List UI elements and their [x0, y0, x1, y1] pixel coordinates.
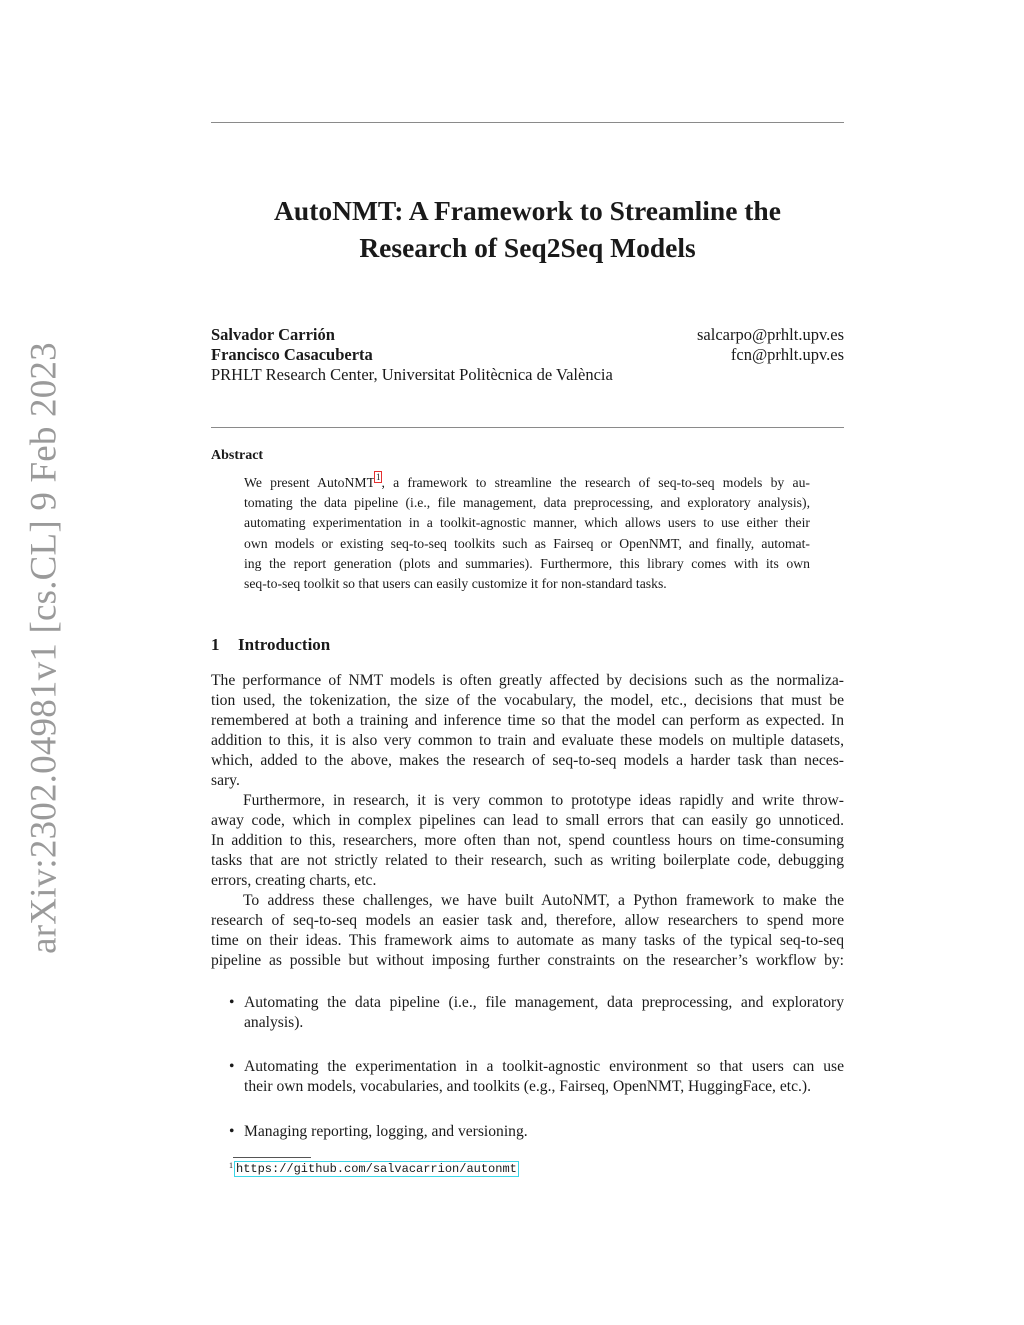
- bullet-icon: •: [229, 1123, 235, 1140]
- abstract-heading: Abstract: [211, 448, 264, 463]
- abstract-line: own models or existing seq-to-seq toolkits such as Fairseq or OpenNMT, and finally, automat-: [244, 535, 810, 551]
- bullet-icon: •: [229, 994, 235, 1011]
- arxiv-identifier: arXiv:2302.04981v1 [cs.CL] 9 Feb 2023: [23, 342, 65, 954]
- abstract-body: [244, 473, 810, 594]
- title-line: Research of Seq2Seq Models: [359, 232, 696, 263]
- abstract-line: ing the report generation (plots and summaries). Furthermore, this library comes with its own: [244, 555, 810, 571]
- author-email[interactable]: salcarpo@prhlt.upv.es: [696, 325, 844, 344]
- bullet-icon: •: [229, 1058, 235, 1075]
- title-line: AutoNMT: A Framework to Streamline the: [274, 195, 781, 226]
- section-title: Introduction: [238, 635, 331, 654]
- paragraph-line: sary.: [211, 772, 240, 789]
- abstract-line: tomating the data pipeline (i.e., file management, data preprocessing, and exploratory analysis),: [244, 495, 810, 511]
- list-item-line: Automating the data pipeline (i.e., file management, data preprocessing, and exploratory: [244, 994, 844, 1011]
- footnote-rule: [233, 1157, 311, 1158]
- section-number: 1: [211, 635, 220, 654]
- affiliation-row: [211, 365, 844, 385]
- paper-title: [211, 192, 844, 266]
- paragraph-line: Furthermore, in research, it is very common to prototype ideas rapidly and write throw-: [243, 792, 844, 809]
- paragraph-line: research of seq-to-seq models an easier task and, therefore, allow researchers to spend more: [211, 912, 844, 929]
- paragraph-line: pipeline as possible but without imposing further constraints on the researcher’s workflow by:: [211, 952, 844, 969]
- top-rule: [211, 122, 844, 123]
- abstract-text: We present AutoNMT: [244, 475, 375, 490]
- abstract-rule: [211, 427, 844, 428]
- paragraph-line: To address these challenges, we have built AutoNMT, a Python framework to make the: [243, 892, 844, 909]
- paragraph-line: time on their ideas. This framework aims to automate as many tasks of the typical seq-to-seq: [211, 932, 844, 949]
- paragraph-line: tion used, the tokenization, the size of the vocabulary, the model, etc., decisions that must be: [211, 692, 844, 709]
- affiliation: PRHLT Research Center, Universitat Politècnica de València: [211, 365, 613, 384]
- paragraph: [211, 891, 844, 971]
- footnote-url-link[interactable]: https://github.com/salvacarrion/autonmt: [236, 1162, 517, 1176]
- footnote-mark: 1: [229, 1161, 233, 1170]
- list-item: [211, 1122, 844, 1142]
- paragraph-line: The performance of NMT models is often greatly affected by decisions such as the normaliza-: [211, 672, 844, 689]
- abstract-line: automating experimentation in a toolkit-agnostic manner, which allows users to use either their: [244, 515, 810, 531]
- section-heading: [211, 635, 330, 655]
- paragraph-line: remembered at both a training and inference time so that the model can perform as expected. In: [211, 712, 844, 729]
- author-name: Francisco Casacuberta: [211, 345, 373, 364]
- author-email[interactable]: fcn@prhlt.upv.es: [730, 345, 844, 364]
- paragraph-line: addition to this, it is also very common to train and evaluate these models on multiple datasets,: [211, 732, 844, 749]
- list-item-line: Managing reporting, logging, and versioning.: [244, 1123, 528, 1140]
- paragraph-line: which, added to the above, makes the research of seq-to-seq models a harder task than neces-: [211, 752, 844, 769]
- abstract-line: [244, 473, 810, 493]
- list-item-line: analysis).: [244, 1014, 304, 1031]
- author-block: [211, 325, 844, 385]
- author-row: [211, 325, 844, 345]
- list-item: [211, 1057, 844, 1097]
- list-item-line: Automating the experimentation in a toolkit-agnostic environment so that users can use: [244, 1058, 844, 1075]
- abstract-text: , a framework to streamline the research of seq-to-seq models by au-: [381, 475, 810, 490]
- list-item: [211, 993, 844, 1033]
- abstract-line: seq-to-seq toolkit so that users can easily customize it for non-standard tasks.: [244, 575, 667, 591]
- paragraph: [211, 791, 844, 891]
- list-item-line: their own models, vocabularies, and toolkits (e.g., Fairseq, OpenNMT, HuggingFace, etc.).: [244, 1078, 812, 1095]
- paragraph-line: In addition to this, researchers, more often than not, spend countless hours on time-consuming: [211, 832, 844, 849]
- author-name: Salvador Carrión: [211, 325, 335, 344]
- paragraph: [211, 671, 844, 791]
- author-row: [211, 345, 844, 365]
- paragraph-line: tasks that are not strictly related to their research, such as writing boilerplate code, debugging: [211, 852, 844, 869]
- footnote-link[interactable]: 1: [375, 472, 381, 482]
- footnote: [229, 1161, 518, 1176]
- paragraph-line: away code, which in complex pipelines can lead to small errors that can easily go unnoticed.: [211, 812, 844, 829]
- paragraph-line: errors, creating charts, etc.: [211, 872, 377, 889]
